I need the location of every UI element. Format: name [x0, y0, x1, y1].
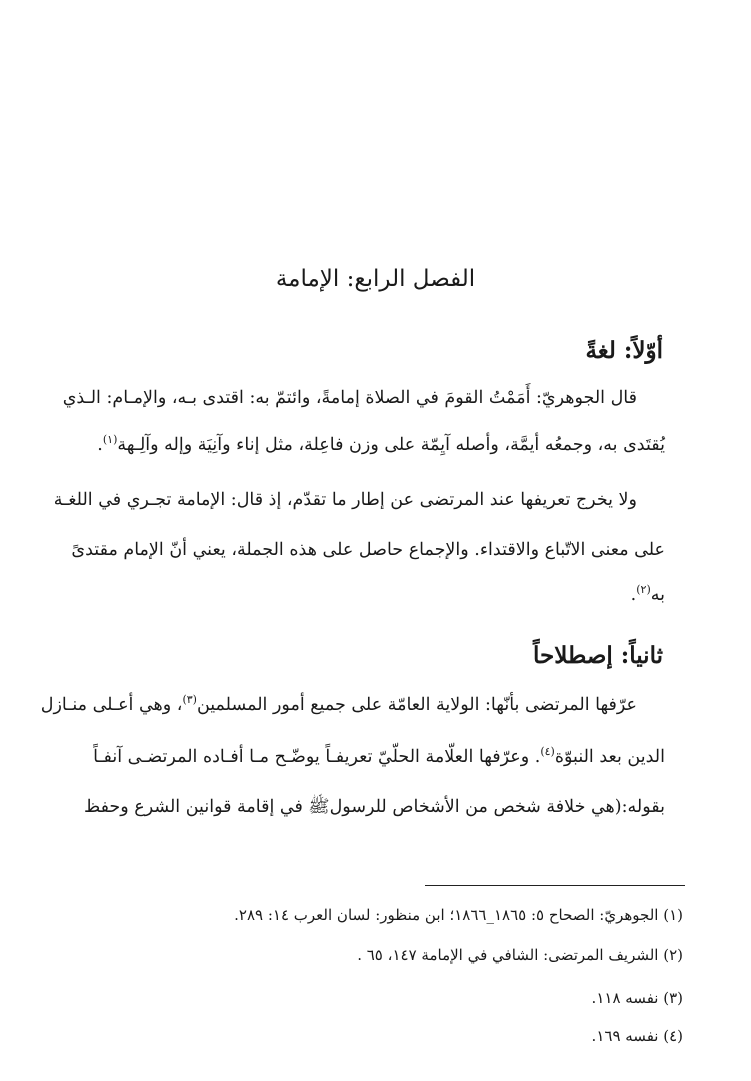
footnote-ref-2[interactable]: (٢) [636, 583, 651, 597]
paragraph-1-line-2-text: يُقتَدى به، وجمعُه أيمَّة، وأصله آيِمّة على وزن فاعِلة، مثل إناء وآنِيَة وإله وآلِـهة [117, 435, 665, 455]
footnote-3: (٣) نفسه ١١٨. [591, 989, 683, 1007]
paragraph-3-line-1 [40, 690, 665, 720]
footnote-2: (٢) الشريف المرتضى: الشافي في الإمامة ١٤٧، ٦٥ . [357, 946, 683, 964]
chapter-title: الفصل الرابع: الإمامة [275, 266, 476, 292]
footnote-separator [425, 885, 685, 886]
footnote-ref-1[interactable]: (١) [102, 433, 118, 447]
paragraph-1-line-1: قال الجوهريّ: أَمَمْتُ القومَ في الصلاة إمامةً، وائتمّ به: اقتدى بـه، والإمـام: الـذي [62, 388, 637, 408]
paragraph-3-line-2-text-b: . وعرّفها العلّامة الحلّيّ تعريفـاً يوضّـح مـا أفـاده المرتضـى آنفـاً [93, 747, 541, 767]
paragraph-2-line-3 [87, 580, 665, 610]
section-heading-linguistic: أوّلاً: لغةً [585, 337, 663, 364]
footnote-ref-4[interactable]: (٤) [540, 745, 555, 759]
paragraph-3-line-1-text-a: عرّفها المرتضى بأنّها: الولاية العامّة على جميع أمور المسلمين [196, 695, 637, 715]
paragraph-1-end: . [97, 435, 103, 455]
paragraph-2-line-3-text: به [650, 585, 665, 605]
footnote-4: (٤) نفسه ١٦٩. [591, 1027, 683, 1045]
paragraph-2-end: . [630, 585, 637, 605]
footnote-1: (١) الجوهريّ: الصحاح ٥: ١٨٦٥_١٨٦٦؛ ابن منظور: لسان العرب ١٤: ٢٨٩. [234, 906, 683, 924]
paragraph-2-line-2: على معنى الاتّباع والاقتداء. والإجماع حاصل على هذه الجملة، يعني أنّ الإمام مقتدىً [71, 540, 665, 560]
paragraph-1-line-2 [87, 430, 665, 460]
paragraph-3-line-2-text-a: الدين بعد النبوّة [554, 747, 665, 767]
footnote-ref-3[interactable]: (٣) [182, 693, 197, 707]
paragraph-3-line-3: بقوله:(هي خلافة شخص من الأشخاص للرسولﷺ في إقامة قوانين الشرع وحفظ [83, 797, 665, 817]
paragraph-3-line-2 [87, 742, 665, 772]
section-heading-terminological: ثانياً: إصطلاحاً [533, 642, 663, 669]
paragraph-2-line-1: ولا يخرج تعريفها عند المرتضى عن إطار ما تقدّم، إذ قال: الإمامة تجـري في اللغـة [53, 490, 637, 510]
paragraph-3-line-1-text-b: ، وهي أعـلى منـازل [40, 695, 183, 715]
